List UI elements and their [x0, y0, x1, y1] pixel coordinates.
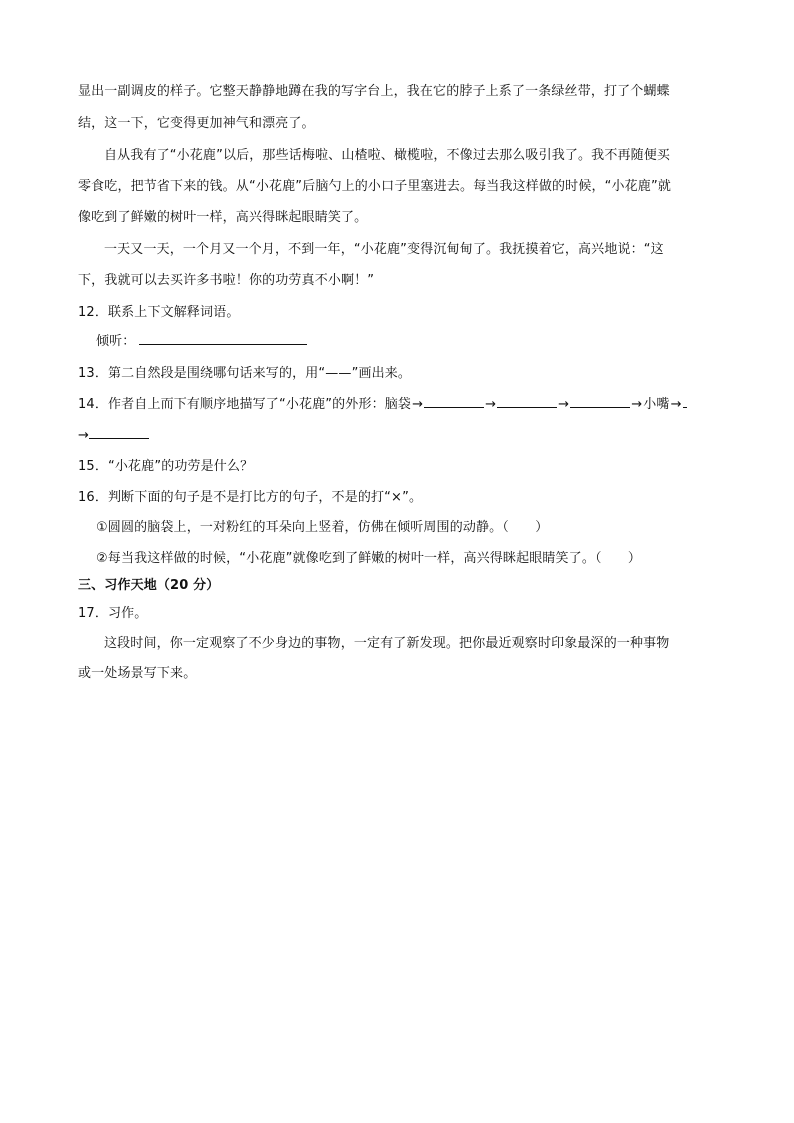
question-12: 12．联系上下文解释词语。 — [78, 305, 240, 320]
question-12-word-label: 倾听： — [96, 334, 136, 349]
arrow-icon: → — [485, 397, 497, 412]
question-16-item-1: ①圆圆的脑袋上，一对粉红的耳朵向上竖着，仿佛在倾听周围的动静。（ ） — [96, 520, 549, 535]
passage-paragraph-1-line-2: 结，这一下，它变得更加神气和漂亮了。 — [78, 116, 315, 131]
passage-paragraph-3-line-1: 一天又一天，一个月又一个月，不到一年，“小花鹿”变得沉甸甸了。我抚摸着它，高兴地说：“这 — [104, 242, 664, 257]
question-16: 16．判断下面的句子是不是打比方的句子，不是的打“×”。 — [78, 490, 423, 505]
question-15: 15．“小花鹿”的功劳是什么？ — [78, 459, 254, 474]
arrow-icon: → — [670, 397, 682, 412]
arrow-icon: → — [558, 397, 570, 412]
question-14-continued — [78, 426, 738, 446]
writing-prompt-line-1: 这段时间，你一定观察了不少身边的事物，一定有了新发现。把你最近观察时印象最深的一种事物 — [104, 636, 670, 651]
question-14 — [78, 395, 738, 415]
answer-blank[interactable] — [570, 395, 630, 408]
passage-paragraph-3-line-2: 下，我就可以去买许多书啦！你的功劳真不小啊！” — [78, 273, 375, 288]
question-16-item-2: ②每当我这样做的时候，“小花鹿”就像吃到了鲜嫩的树叶一样，高兴得眯起眼睛笑了。（ ） — [96, 551, 642, 566]
writing-prompt-line-2: 或一处场景写下来。 — [78, 666, 197, 681]
passage-paragraph-2-line-2: 零食吃，把节省下来的钱。从“小花鹿”后脑勺上的小口子里塞进去。每当我这样做的时候，“小花鹿”就 — [78, 179, 671, 194]
question-14-mouth-label: 小嘴 — [643, 397, 670, 412]
arrow-icon: → — [78, 428, 90, 443]
answer-blank[interactable] — [424, 395, 484, 408]
arrow-icon: → — [412, 397, 424, 412]
arrow-icon: → — [631, 397, 643, 412]
question-12-answer-row — [96, 332, 756, 352]
answer-blank[interactable] — [139, 332, 307, 345]
answer-blank[interactable] — [683, 395, 687, 408]
question-14-prefix: 14．作者自上而下有顺序地描写了“小花鹿”的外形：脑袋 — [78, 397, 412, 412]
question-13: 13．第二自然段是围绕哪句话来写的，用“——”画出来。 — [78, 366, 412, 381]
question-17: 17．习作。 — [78, 606, 148, 621]
passage-paragraph-2-line-3: 像吃到了鲜嫩的树叶一样，高兴得眯起眼睛笑了。 — [78, 210, 368, 225]
section-3-title: 三、习作天地（20 分） — [78, 578, 220, 593]
answer-blank[interactable] — [497, 395, 557, 408]
passage-paragraph-1-line-1: 显出一副调皮的样子。它整天静静地蹲在我的写字台上，我在它的脖子上系了一条绿丝带，打了个蝴蝶 — [78, 84, 670, 99]
answer-blank[interactable] — [89, 426, 149, 439]
passage-paragraph-2-line-1: 自从我有了“小花鹿”以后，那些话梅啦、山楂啦、橄榄啦，不像过去那么吸引我了。我不再随便买 — [104, 148, 671, 163]
